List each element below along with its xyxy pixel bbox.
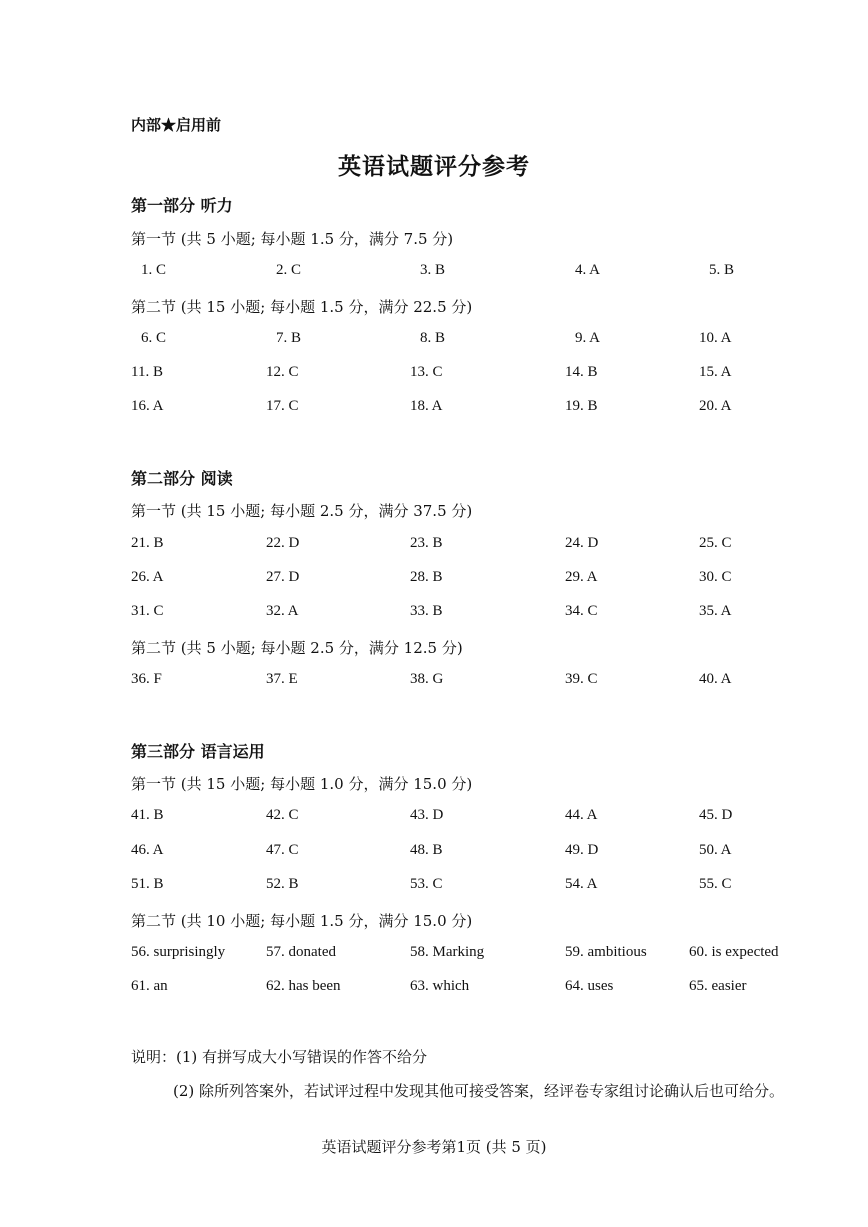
answer-cell: 64. uses bbox=[565, 978, 614, 994]
answer-cell: 15. A bbox=[699, 364, 732, 380]
answer-cell: 38. G bbox=[410, 671, 444, 687]
section-note: 第一节 (共 15 小题; 每小题 1.0 分，满分 15.0 分) bbox=[131, 775, 473, 793]
answer-cell: 10. A bbox=[699, 330, 732, 346]
answer-row bbox=[0, 262, 868, 284]
part-title-language-use: 第三部分 语言运用 bbox=[131, 742, 265, 761]
answer-cell: 14. B bbox=[565, 364, 598, 380]
answer-cell: 41. B bbox=[131, 807, 164, 823]
answer-row bbox=[0, 535, 868, 557]
answer-cell: 12. C bbox=[266, 364, 299, 380]
answer-cell: 24. D bbox=[565, 535, 599, 551]
answer-row bbox=[0, 330, 868, 352]
part-title-listening: 第一部分 听力 bbox=[131, 196, 233, 215]
answer-cell: 37. E bbox=[266, 671, 298, 687]
answer-cell: 54. A bbox=[565, 876, 598, 892]
answer-cell: 40. A bbox=[699, 671, 732, 687]
answer-cell: 26. A bbox=[131, 569, 164, 585]
answer-cell: 8. B bbox=[420, 330, 446, 346]
note-line-1: 说明：(1) 有拼写成大小写错误的作答不给分 bbox=[131, 1048, 428, 1066]
part-title-reading: 第二部分 阅读 bbox=[131, 469, 233, 488]
answer-cell: 5. B bbox=[709, 262, 735, 278]
answer-cell: 6. C bbox=[141, 330, 167, 346]
answer-cell: 33. B bbox=[410, 603, 443, 619]
page-footer: 英语试题评分参考第1页 (共 5 页) bbox=[321, 1138, 547, 1156]
answer-cell: 43. D bbox=[410, 807, 444, 823]
answer-cell: 9. A bbox=[575, 330, 601, 346]
answer-cell: 46. A bbox=[131, 842, 164, 858]
answer-cell: 55. C bbox=[699, 876, 732, 892]
answer-cell: 29. A bbox=[565, 569, 598, 585]
answer-cell: 3. B bbox=[420, 262, 446, 278]
section-note: 第一节 (共 5 小题; 每小题 1.5 分，满分 7.5 分) bbox=[131, 230, 454, 248]
answer-cell: 17. C bbox=[266, 398, 299, 414]
answer-cell: 7. B bbox=[276, 330, 302, 346]
answer-cell: 61. an bbox=[131, 978, 168, 994]
answer-cell: 18. A bbox=[410, 398, 443, 414]
answer-cell: 35. A bbox=[699, 603, 732, 619]
section-note: 第一节 (共 15 小题; 每小题 2.5 分，满分 37.5 分) bbox=[131, 502, 473, 520]
answer-cell: 45. D bbox=[699, 807, 733, 823]
document-title: 英语试题评分参考 bbox=[338, 153, 530, 180]
answer-cell: 50. A bbox=[699, 842, 732, 858]
answer-cell: 32. A bbox=[266, 603, 299, 619]
answer-cell: 21. B bbox=[131, 535, 164, 551]
section-note: 第二节 (共 10 小题; 每小题 1.5 分，满分 15.0 分) bbox=[131, 912, 473, 930]
answer-cell: 19. B bbox=[565, 398, 598, 414]
answer-cell: 31. C bbox=[131, 603, 164, 619]
answer-cell: 39. C bbox=[565, 671, 598, 687]
answer-cell: 42. C bbox=[266, 807, 299, 823]
answer-row bbox=[0, 842, 868, 864]
answer-row bbox=[0, 876, 868, 898]
answer-cell: 53. C bbox=[410, 876, 443, 892]
answer-cell: 48. B bbox=[410, 842, 443, 858]
note-line-2: (2) 除所列答案外，若试评过程中发现其他可接受答案，经评卷专家组讨论确认后也可给分。 bbox=[173, 1082, 785, 1100]
answer-row bbox=[0, 807, 868, 829]
answer-cell: 47. C bbox=[266, 842, 299, 858]
answer-row bbox=[0, 603, 868, 625]
answer-cell: 58. Marking bbox=[410, 944, 485, 960]
answer-cell: 4. A bbox=[575, 262, 601, 278]
answer-cell: 28. B bbox=[410, 569, 443, 585]
answer-cell: 62. has been bbox=[266, 978, 341, 994]
answer-cell: 36. F bbox=[131, 671, 162, 687]
answer-cell: 11. B bbox=[131, 364, 163, 380]
answer-cell: 25. C bbox=[699, 535, 732, 551]
section-note: 第二节 (共 5 小题; 每小题 2.5 分，满分 12.5 分) bbox=[131, 639, 463, 657]
answer-cell: 52. B bbox=[266, 876, 299, 892]
answer-cell: 30. C bbox=[699, 569, 732, 585]
answer-cell: 13. C bbox=[410, 364, 443, 380]
answer-cell: 23. B bbox=[410, 535, 443, 551]
answer-row bbox=[0, 671, 868, 693]
answer-cell: 34. C bbox=[565, 603, 598, 619]
answer-row bbox=[0, 398, 868, 420]
answer-cell: 49. D bbox=[565, 842, 599, 858]
answer-cell: 59. ambitious bbox=[565, 944, 647, 960]
answer-cell: 51. B bbox=[131, 876, 164, 892]
answer-cell: 27. D bbox=[266, 569, 300, 585]
answer-row bbox=[0, 364, 868, 386]
answer-row bbox=[0, 978, 868, 1000]
answer-cell: 60. is expected bbox=[689, 944, 779, 960]
header-mark: 内部★启用前 bbox=[131, 116, 222, 134]
answer-cell: 16. A bbox=[131, 398, 164, 414]
answer-cell: 56. surprisingly bbox=[131, 944, 226, 960]
answer-cell: 44. A bbox=[565, 807, 598, 823]
answer-row bbox=[0, 569, 868, 591]
answer-cell: 22. D bbox=[266, 535, 300, 551]
section-note: 第二节 (共 15 小题; 每小题 1.5 分，满分 22.5 分) bbox=[131, 298, 473, 316]
answer-cell: 65. easier bbox=[689, 978, 747, 994]
answer-cell: 1. C bbox=[141, 262, 167, 278]
answer-cell: 20. A bbox=[699, 398, 732, 414]
answer-row bbox=[0, 944, 868, 966]
answer-cell: 2. C bbox=[276, 262, 302, 278]
answer-cell: 57. donated bbox=[266, 944, 336, 960]
answer-cell: 63. which bbox=[410, 978, 470, 994]
